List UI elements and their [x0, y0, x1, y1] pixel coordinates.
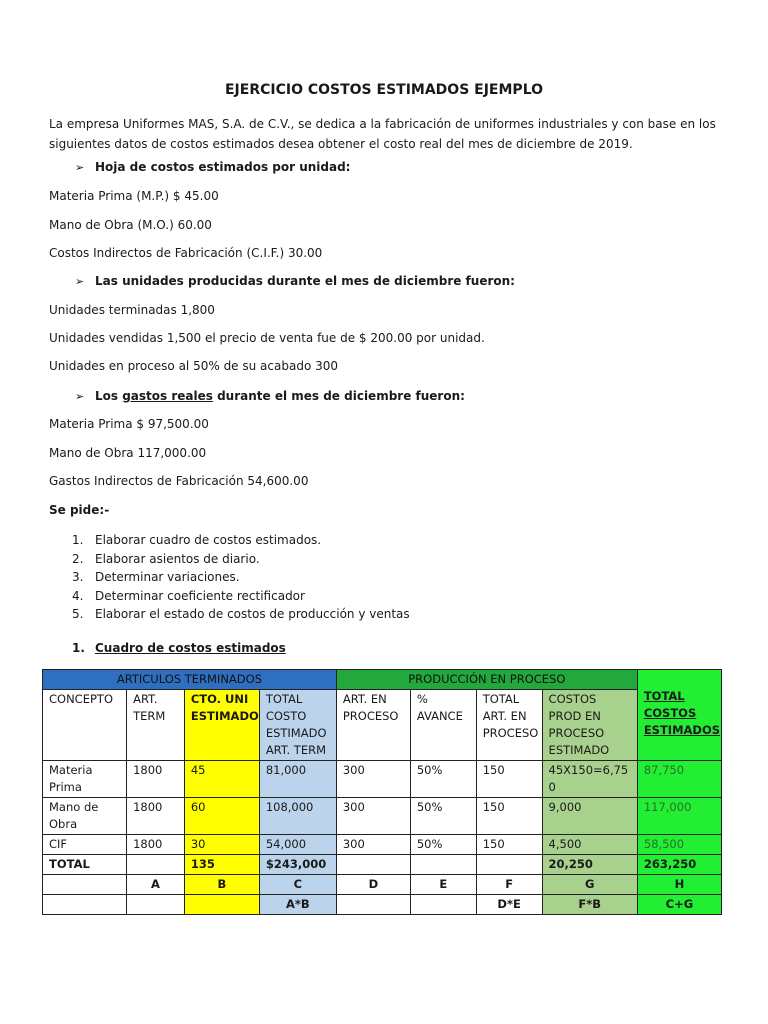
document-title: EJERCICIO COSTOS ESTIMADOS EJEMPLO: [224, 82, 544, 98]
total-costos-prod: 20,250: [542, 855, 637, 875]
cell-art-term: 1800: [127, 835, 185, 855]
cell-cto-uni: 45: [184, 761, 259, 798]
table-formulas-row: [43, 895, 722, 915]
letter-empty: [43, 875, 127, 895]
header-avance: % AVANCE: [410, 690, 476, 761]
cell-total-costos: 87,750: [637, 761, 721, 798]
list-text: Determinar variaciones.: [95, 570, 240, 584]
list-item: [72, 531, 410, 550]
letter-f: F: [476, 875, 542, 895]
cell-art-proceso: 300: [336, 761, 410, 798]
letter-d: D: [336, 875, 410, 895]
cell-total-costos: 117,000: [637, 798, 721, 835]
list-text: Elaborar asientos de diario.: [95, 551, 260, 566]
list-item: [72, 587, 410, 606]
table-letters-row: [43, 875, 722, 895]
unidades-terminadas-line: Unidades terminadas 1,800: [49, 303, 215, 317]
heading-underlined-text: gastos reales: [122, 389, 213, 403]
total-avance-empty: [410, 855, 476, 875]
letter-c: C: [259, 875, 336, 895]
cost-table: [42, 669, 722, 915]
group-header-terminados: ARTICULOS TERMINADOS: [43, 670, 337, 690]
table-row: [43, 835, 722, 855]
formula-empty: [43, 895, 127, 915]
cell-costos-prod: 4,500: [542, 835, 637, 855]
cell-cto-uni: 30: [184, 835, 259, 855]
cuadro-number: 1.: [72, 641, 85, 655]
heading-pre-text: Los: [95, 389, 123, 403]
list-number: 1.: [72, 533, 84, 547]
gasto-mano-obra-line: Mano de Obra 117,000.00: [49, 446, 207, 460]
cell-total-costo: 81,000: [259, 761, 336, 798]
list-item: [72, 568, 410, 587]
cell-art-term: 1800: [127, 798, 185, 835]
total-cto-uni: 135: [184, 855, 259, 875]
list-number: 5.: [72, 607, 84, 621]
section-heading-costos-unidad: [75, 160, 350, 174]
total-label: TOTAL: [43, 855, 127, 875]
cell-concepto: Mano de Obra: [43, 798, 127, 835]
cell-cto-uni: 60: [184, 798, 259, 835]
header-concepto: CONCEPTO: [43, 690, 127, 761]
task-list: [72, 531, 410, 624]
formula-g: F*B: [542, 895, 637, 915]
cell-total-costo: 54,000: [259, 835, 336, 855]
list-number: 3.: [72, 570, 84, 584]
formula-c: A*B: [259, 895, 336, 915]
header-total-costos: TOTAL COSTOS ESTIMADOS: [637, 670, 721, 761]
table-row: [43, 761, 722, 798]
header-art-proceso: ART. EN PROCESO: [336, 690, 410, 761]
section-heading-unidades: [75, 274, 515, 288]
gasto-materia-prima-line: Materia Prima $ 97,500.00: [49, 417, 209, 431]
total-proceso-empty: [476, 855, 542, 875]
total-costos-estimados: 263,250: [637, 855, 721, 875]
header-art-term: ART. TERM: [127, 690, 185, 761]
cell-art-term: 1800: [127, 761, 185, 798]
table-total-row: [43, 855, 722, 875]
formula-empty: [336, 895, 410, 915]
letter-b: B: [184, 875, 259, 895]
cell-total-proceso: 150: [476, 835, 542, 855]
total-costo-terminados: $243,000: [259, 855, 336, 875]
arrow-bullet-icon: ➢: [75, 161, 85, 174]
materia-prima-line: Materia Prima (M.P.) $ 45.00: [49, 189, 219, 203]
cell-art-proceso: 300: [336, 798, 410, 835]
cell-costos-prod: 45X150=6,750: [542, 761, 637, 798]
list-item: [72, 605, 410, 624]
cif-line: Costos Indirectos de Fabricación (C.I.F.) 30.00: [49, 246, 323, 260]
cuadro-title: Cuadro de costos estimados: [95, 641, 286, 655]
section-heading-text: Hoja de costos estimados por unidad:: [95, 160, 351, 174]
cell-art-proceso: 300: [336, 835, 410, 855]
formula-f: D*E: [476, 895, 542, 915]
mano-obra-line: Mano de Obra (M.O.) 60.00: [49, 218, 212, 232]
header-cto-uni: CTO. UNI ESTIMADO: [184, 690, 259, 761]
formula-empty: [127, 895, 185, 915]
gasto-indirectos-line: Gastos Indirectos de Fabricación 54,600.00: [49, 474, 309, 488]
se-pide-label: Se pide:-: [49, 503, 110, 517]
total-art-proceso-empty: [336, 855, 410, 875]
letter-a: A: [127, 875, 185, 895]
table-header-row: [43, 690, 722, 761]
formula-empty: [184, 895, 259, 915]
letter-h: H: [637, 875, 721, 895]
heading-post-text: durante el mes de diciembre fueron:: [212, 389, 465, 403]
total-art-term-empty: [127, 855, 185, 875]
list-number: 2.: [72, 551, 84, 566]
unidades-vendidas-line: Unidades vendidas 1,500 el precio de venta fue de $ 200.00 por unidad.: [49, 331, 485, 345]
group-header-proceso: PRODUCCIÓN EN PROCESO: [336, 670, 637, 690]
formula-empty: [410, 895, 476, 915]
cell-total-costo: 108,000: [259, 798, 336, 835]
arrow-bullet-icon: ➢: [75, 390, 85, 403]
cell-total-costos: 58,500: [637, 835, 721, 855]
cell-concepto: CIF: [43, 835, 127, 855]
header-total-proceso: TOTAL ART. EN PROCESO: [476, 690, 542, 761]
formula-h: C+G: [637, 895, 721, 915]
header-total-costo: TOTAL COSTO ESTIMADO ART. TERM: [259, 690, 336, 761]
list-text: Elaborar cuadro de costos estimados.: [95, 533, 322, 547]
cell-total-proceso: 150: [476, 798, 542, 835]
list-text: Determinar coeficiente rectificador: [95, 588, 305, 603]
arrow-bullet-icon: ➢: [75, 275, 85, 288]
cell-avance: 50%: [410, 835, 476, 855]
letter-e: E: [410, 875, 476, 895]
header-costos-prod: COSTOS PROD EN PROCESO ESTIMADO: [542, 690, 637, 761]
table-group-header-row: [43, 670, 722, 690]
list-text: Elaborar el estado de costos de producción y ventas: [95, 607, 410, 621]
section-heading-gastos-reales: [75, 389, 465, 403]
cell-avance: 50%: [410, 798, 476, 835]
cuadro-heading: [72, 641, 286, 655]
list-item: [72, 550, 410, 569]
cell-costos-prod: 9,000: [542, 798, 637, 835]
list-number: 4.: [72, 588, 84, 603]
cell-concepto: Materia Prima: [43, 761, 127, 798]
cell-avance: 50%: [410, 761, 476, 798]
table-row: [43, 798, 722, 835]
section-heading-text: Las unidades producidas durante el mes de diciembre fueron:: [95, 274, 515, 288]
cell-total-proceso: 150: [476, 761, 542, 798]
letter-g: G: [542, 875, 637, 895]
intro-paragraph: La empresa Uniformes MAS, S.A. de C.V., se dedica a la fabricación de uniformes industriales y con base en los siguientes datos de costos estimados desea obtener el costo real del mes de diciembre de 2019.: [49, 117, 716, 151]
unidades-proceso-line: Unidades en proceso al 50% de su acabado 300: [49, 359, 339, 373]
